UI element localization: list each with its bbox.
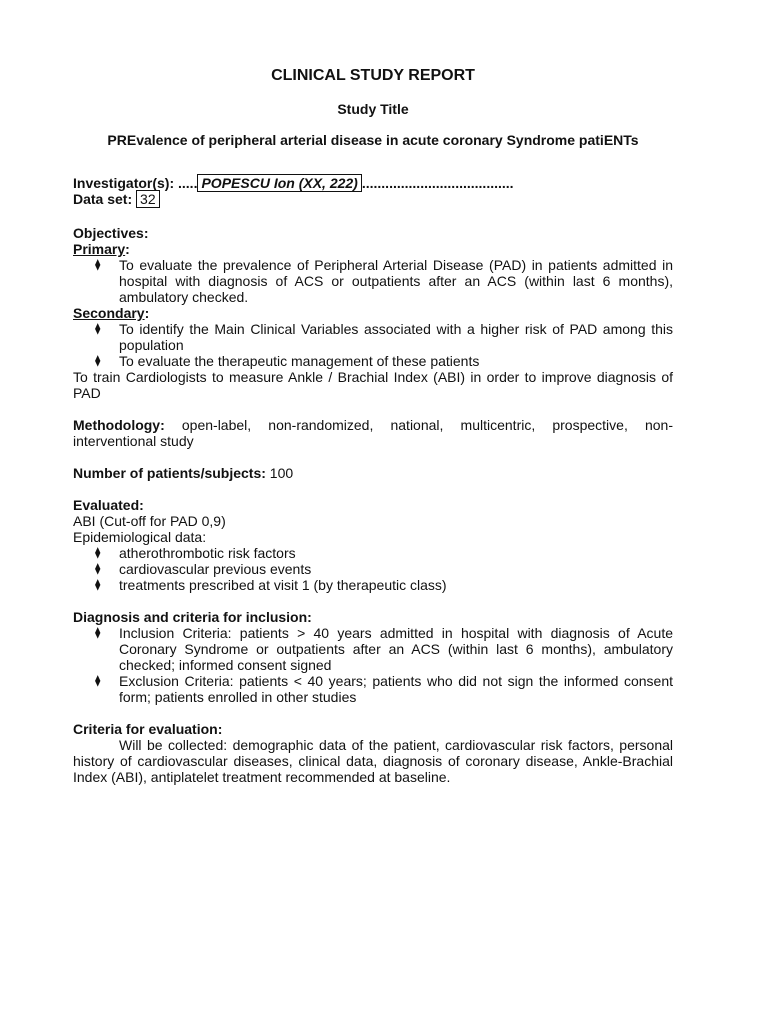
investigator-label: Investigator(s): — [73, 175, 175, 191]
investigator-dots-before: ..... — [174, 175, 198, 191]
list-item: ⧫ To evaluate the prevalence of Peripheral Arterial Disease (PAD) in patients admitted in hospital with diagnosis of ACS or outpatients after an ACS (within last 6 months), ambulatory checked. — [95, 257, 673, 305]
objectives-extra: To train Cardiologists to measure Ankle / Brachial Index (ABI) in order to improve diagnosis of PAD — [73, 369, 673, 401]
evaluated-abi: ABI (Cut-off for PAD 0,9) — [73, 513, 226, 529]
evaluated-label: Evaluated: — [73, 497, 144, 513]
diagnosis-list — [73, 625, 673, 705]
diagnosis-label: Diagnosis and criteria for inclusion: — [73, 609, 312, 625]
criteria-eval-text: Will be collected: demographic data of the patient, cardiovascular risk factors, personal history of cardiovascular diseases, clinical data, diagnosis of coronary disease, Ankle-Brachial Index (ABI), antiplatelet treatment recommended at baseline. — [73, 737, 673, 785]
methodology-line — [73, 417, 673, 449]
report-title: CLINICAL STUDY REPORT — [271, 67, 475, 84]
list-item: ⧫ Inclusion Criteria: patients > 40 years admitted in hospital with diagnosis of Acute Coronary Syndrome or outpatients after an ACS (within last 6 months), ambulatory checked; informed consent signed — [95, 625, 673, 673]
diamond-bullet-icon: ⧫ — [95, 355, 101, 367]
primary-label: Primary — [73, 241, 126, 257]
study-title-label: Study Title — [337, 101, 409, 117]
criteria-eval-label: Criteria for evaluation: — [73, 721, 223, 737]
secondary-list — [73, 321, 673, 369]
data-set-label: Data set: — [73, 191, 133, 207]
investigator-name: POPESCU Ion (XX, 222) — [197, 174, 361, 192]
secondary-heading: Secondary: — [73, 305, 150, 321]
patients-line — [73, 465, 673, 481]
data-set-line — [73, 191, 673, 207]
investigator-line — [73, 175, 673, 191]
primary-heading: Primary: — [73, 241, 130, 257]
list-item: ⧫ To identify the Main Clinical Variables associated with a higher risk of PAD among this population — [95, 321, 673, 353]
methodology-text: open-label, non-randomized, national, multicentric, prospective, non-interventional study — [73, 417, 673, 449]
diamond-bullet-icon: ⧫ — [95, 563, 101, 575]
list-item: ⧫ Exclusion Criteria: patients < 40 years; patients who did not sign the informed consent form; patients enrolled in other studies — [95, 673, 673, 705]
study-title: PREvalence of peripheral arterial disease in acute coronary Syndrome patiENTs — [107, 132, 639, 148]
list-item: ⧫ treatments prescribed at visit 1 (by therapeutic class) — [95, 577, 447, 593]
diamond-bullet-icon: ⧫ — [95, 547, 101, 559]
data-set-value: 32 — [136, 190, 160, 208]
investigator-dots-after: ....................................... — [361, 175, 514, 191]
list-item: ⧫ cardiovascular previous events — [95, 561, 312, 577]
list-item: ⧫ atherothrombotic risk factors — [95, 545, 296, 561]
list-item: ⧫ To evaluate the therapeutic management of these patients — [95, 353, 480, 369]
patients-value: 100 — [265, 465, 294, 481]
evaluated-list — [73, 545, 673, 593]
document-page — [73, 64, 673, 785]
patients-label: Number of patients/subjects: — [73, 465, 266, 481]
diamond-bullet-icon: ⧫ — [95, 259, 101, 271]
methodology-label: Methodology: — [73, 417, 165, 433]
diamond-bullet-icon: ⧫ — [95, 675, 101, 687]
diamond-bullet-icon: ⧫ — [95, 579, 101, 591]
evaluated-epi: Epidemiological data: — [73, 529, 207, 545]
objectives-label: Objectives: — [73, 225, 149, 241]
primary-list — [73, 257, 673, 305]
diamond-bullet-icon: ⧫ — [95, 323, 101, 335]
diamond-bullet-icon: ⧫ — [95, 627, 101, 639]
secondary-label: Secondary — [73, 305, 145, 321]
